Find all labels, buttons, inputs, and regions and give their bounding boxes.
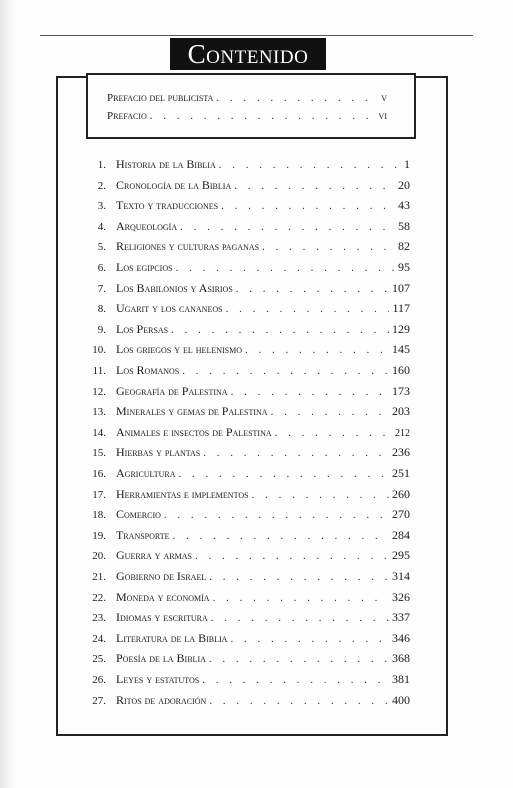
- dot-leader: [209, 571, 389, 583]
- chapter-title: Poesía de la Biblia: [116, 651, 206, 666]
- chapter-title: Los egipcios: [116, 260, 173, 274]
- toc-entry[interactable]: [82, 528, 410, 546]
- dot-leader: [226, 303, 390, 315]
- chapter-number: 12.: [92, 385, 106, 398]
- chapter-number: 14.: [92, 426, 106, 439]
- toc-entry[interactable]: [82, 548, 410, 566]
- chapter-number: 1.: [97, 159, 106, 171]
- toc-entry[interactable]: [82, 384, 410, 402]
- chapter-page: 95: [398, 260, 410, 274]
- toc-entry[interactable]: [82, 157, 410, 175]
- dot-leader: [245, 344, 389, 356]
- chapter-page: 82: [398, 239, 410, 254]
- toc-entry[interactable]: [82, 631, 410, 649]
- dot-leader: [180, 221, 395, 233]
- chapter-title: Texto y traducciones: [116, 198, 219, 213]
- chapter-number: 9.: [97, 323, 106, 336]
- chapter-title: Hierbas y plantas: [116, 445, 201, 460]
- chapter-number: 13.: [92, 406, 106, 419]
- chapter-page: 1: [404, 157, 410, 171]
- chapter-page: 145: [392, 342, 410, 357]
- chapter-number: 18.: [92, 509, 106, 522]
- dot-leader: [221, 200, 395, 212]
- chapter-title: Los Babilonios y Asirios: [116, 280, 233, 295]
- chapter-page: 314: [392, 569, 410, 583]
- dot-leader: [271, 406, 389, 418]
- dot-leader: [150, 110, 376, 122]
- chapter-title: Los Persas: [116, 321, 169, 336]
- dot-leader: [202, 674, 389, 686]
- chapter-page: 43: [398, 198, 410, 213]
- dot-leader: [219, 159, 401, 171]
- toc-entry[interactable]: [82, 198, 410, 216]
- chapter-title: Agricultura: [116, 466, 176, 480]
- chapter-title: Ritos de adoración: [116, 692, 207, 707]
- chapter-title: Ugarit y los cananeos: [116, 301, 223, 316]
- dot-leader: [236, 283, 389, 295]
- chapter-number: 3.: [97, 200, 106, 213]
- toc-entry[interactable]: [82, 425, 410, 443]
- dot-leader: [234, 180, 395, 192]
- chapter-number: 16.: [92, 468, 106, 480]
- chapter-title: Religiones y culturas paganas: [116, 239, 260, 254]
- dot-leader: [262, 241, 395, 253]
- preface-page: v: [381, 92, 387, 104]
- chapter-page: 337: [392, 610, 410, 625]
- chapter-title: Cronología de la Biblia: [116, 177, 232, 192]
- chapter-title: Los Romanos: [116, 363, 180, 377]
- chapter-page: 368: [392, 651, 410, 666]
- toc-entry[interactable]: [82, 487, 410, 505]
- chapter-page: 400: [392, 692, 410, 707]
- chapter-page: 203: [392, 404, 410, 419]
- chapter-number: 20.: [92, 550, 106, 563]
- dot-leader: [209, 653, 389, 665]
- chapter-page: 260: [392, 486, 410, 501]
- dot-leader: [216, 92, 378, 104]
- chapter-number: 4.: [97, 220, 106, 233]
- chapter-title: Minerales y gemas de Palestina: [116, 404, 268, 419]
- toc-entry[interactable]: [82, 260, 410, 278]
- chapter-number: 25.: [92, 653, 106, 666]
- toc-entry[interactable]: [82, 610, 410, 628]
- toc-entry[interactable]: [82, 219, 410, 237]
- chapter-title: Geografía de Palestina: [116, 383, 228, 398]
- preface-label: Prefacio del publicista: [107, 92, 214, 104]
- dot-leader: [213, 592, 389, 604]
- chapter-number: 6.: [97, 262, 106, 274]
- chapter-title: Arqueología: [116, 218, 178, 233]
- dot-leader: [179, 468, 390, 480]
- chapter-number: 22.: [92, 591, 106, 604]
- toc-entry[interactable]: [82, 507, 410, 525]
- toc-entry[interactable]: [82, 466, 410, 484]
- chapter-title: Los griegos y el helenismo: [116, 342, 242, 357]
- dot-leader: [195, 550, 389, 562]
- dot-leader: [203, 447, 389, 459]
- chapter-title: Idiomas y escritura: [116, 610, 208, 625]
- toc-entry[interactable]: [82, 404, 410, 422]
- chapter-number: 11.: [92, 365, 106, 377]
- dot-leader: [164, 509, 389, 521]
- chapter-page: 326: [392, 589, 410, 604]
- toc-entry[interactable]: [82, 363, 410, 381]
- chapter-number: 17.: [92, 488, 106, 501]
- preface-row[interactable]: [107, 92, 387, 108]
- page-edge-shadow: [0, 0, 14, 788]
- dot-leader: [275, 427, 392, 439]
- chapter-page: 117: [392, 301, 410, 316]
- toc-entry[interactable]: [82, 590, 410, 608]
- chapter-page: 236: [392, 445, 410, 460]
- chapter-page: 251: [392, 466, 410, 480]
- chapter-title: Comercio: [116, 507, 161, 522]
- chapter-number: 26.: [92, 674, 106, 686]
- chapter-number: 2.: [97, 179, 106, 192]
- toc-entry[interactable]: [82, 301, 410, 319]
- preface-page: vi: [378, 110, 387, 122]
- dot-leader: [209, 695, 389, 707]
- dot-leader: [230, 633, 389, 645]
- toc-entry[interactable]: [82, 322, 410, 340]
- chapter-page: 173: [392, 383, 410, 398]
- dot-leader: [176, 262, 395, 274]
- chapter-number: 15.: [92, 447, 106, 460]
- chapter-number: 10.: [92, 344, 106, 357]
- chapter-number: 24.: [92, 632, 106, 645]
- chapter-title: Leyes y estatutos: [116, 672, 200, 686]
- preface-row[interactable]: [107, 110, 387, 126]
- chapter-title: Literatura de la Biblia: [116, 630, 228, 645]
- chapter-title: Transporte: [116, 527, 170, 542]
- dot-leader: [171, 324, 389, 336]
- chapter-title: Animales e insectos de Palestina: [116, 424, 272, 439]
- chapter-page: 20: [398, 177, 410, 192]
- chapter-page: 270: [392, 507, 410, 522]
- dot-leader: [231, 386, 389, 398]
- chapter-page: 107: [392, 280, 410, 295]
- chapter-page: 295: [392, 548, 410, 563]
- toc-entry[interactable]: [82, 672, 410, 690]
- chapter-title: Moneda y economía: [116, 589, 210, 604]
- chapter-title: Herramientas e implementos: [116, 486, 249, 501]
- chapter-page: 160: [392, 363, 410, 377]
- dot-leader: [182, 365, 389, 377]
- chapter-page: 381: [392, 672, 410, 686]
- chapter-page: 212: [395, 427, 410, 439]
- page-title: Contenido: [170, 38, 326, 70]
- chapter-title: Gobierno de Israel: [116, 569, 207, 583]
- top-rule: [40, 35, 473, 36]
- chapter-page: 58: [398, 218, 410, 233]
- toc-entry[interactable]: [82, 178, 410, 196]
- dot-leader: [252, 489, 389, 501]
- chapter-page: 284: [392, 527, 410, 542]
- chapter-number: 23.: [92, 612, 106, 625]
- toc-entry[interactable]: [82, 693, 410, 711]
- preface-label: Prefacio: [107, 110, 147, 122]
- chapter-number: 27.: [92, 694, 106, 707]
- chapter-page: 346: [392, 630, 410, 645]
- toc-entry[interactable]: [82, 342, 410, 360]
- chapter-page: 129: [392, 321, 410, 336]
- chapter-number: 7.: [97, 282, 106, 295]
- chapter-number: 5.: [97, 241, 106, 254]
- toc-entry[interactable]: [82, 445, 410, 463]
- toc-entry[interactable]: [82, 651, 410, 669]
- chapter-title: Historia de la Biblia: [116, 157, 216, 171]
- dot-leader: [173, 530, 389, 542]
- toc-entry[interactable]: [82, 239, 410, 257]
- dot-leader: [211, 612, 389, 624]
- toc-entry[interactable]: [82, 281, 410, 299]
- chapter-title: Guerra y armas: [116, 548, 193, 563]
- toc-entry[interactable]: [82, 569, 410, 587]
- chapter-number: 8.: [97, 303, 106, 316]
- chapter-number: 19.: [92, 529, 106, 542]
- chapter-number: 21.: [92, 571, 106, 583]
